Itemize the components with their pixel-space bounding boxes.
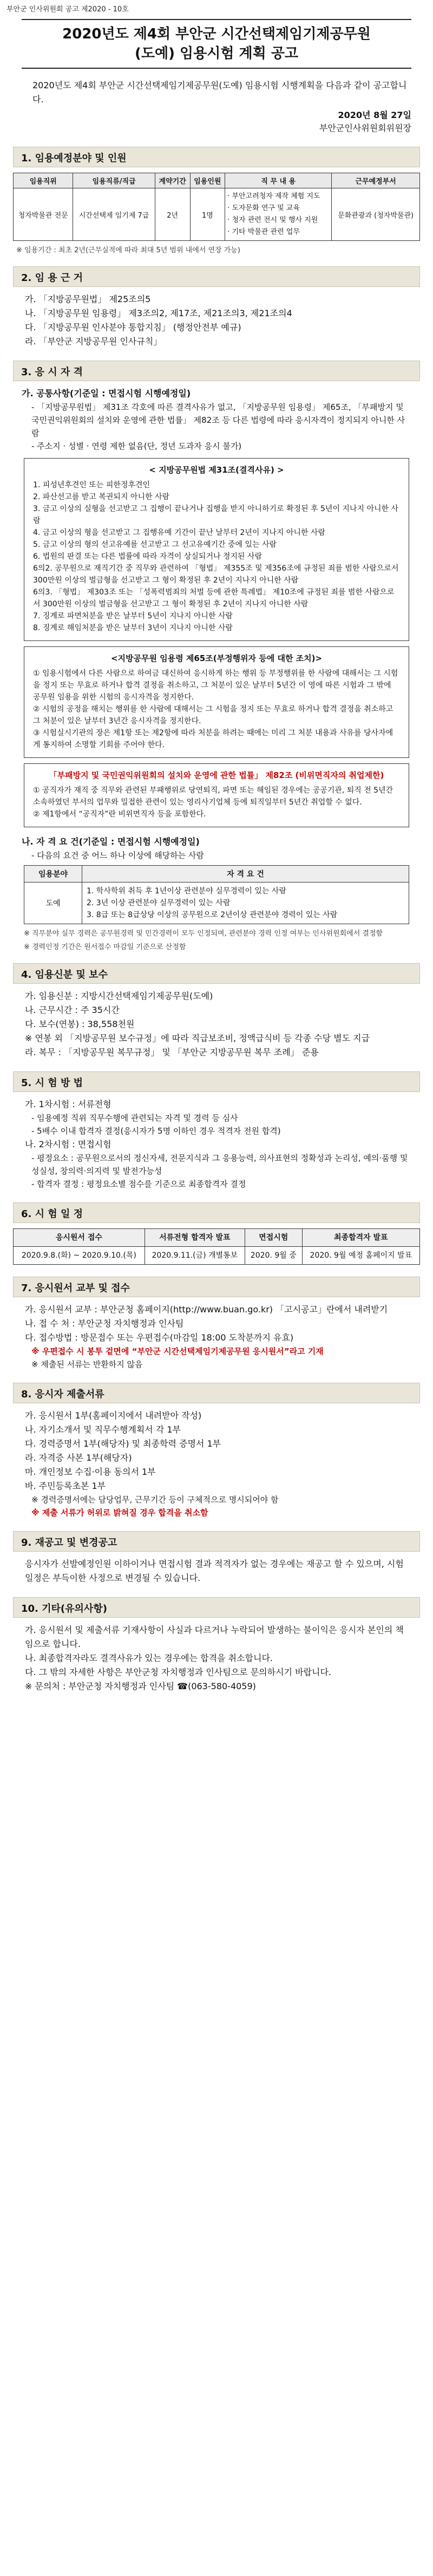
schedule-table bbox=[13, 1228, 420, 1265]
box-title: <지방공무원 임용령 제65조(부정행위자 등에 대한 조치)> bbox=[110, 653, 323, 663]
status-item: 라. 복무 : 「지방공무원 복무규정」 및 「부안군 지방공무원 복무 조례」 준용 bbox=[25, 1047, 319, 1057]
box-line: 3. 금고 이상의 실형을 선고받고 그 집행이 끝나거나 집행을 받지 아니하기로 확정된 후 5년이 지나지 아니한 사람 bbox=[33, 505, 398, 525]
col-header: 계약기간 bbox=[155, 173, 190, 188]
qualification-header bbox=[24, 866, 409, 882]
col-header: 임용직류/직급 bbox=[73, 173, 155, 188]
application-item: 가. 응시원서 교부 : 부안군청 홈페이지(http://www.buan.go.kr) 「고시공고」란에서 내려받기 bbox=[25, 1304, 388, 1315]
qualification-heading: 나. 자 격 요 건(기준일 : 면접시험 시행예정일) bbox=[22, 836, 200, 847]
legal-basis-item: 라. 「부안군 지방공무원 인사규칙」 bbox=[25, 336, 162, 346]
requirement-line: 1. 학사학위 취득 후 1년이상 관련분야 실무경력이 있는 사람 bbox=[87, 887, 286, 895]
reannouncement-text: 응시자가 선발예정인원 이하이거나 면접시험 결과 적격자가 없는 경우에는 재공고 할 수 있으며, 시험일정은 부득이한 사정으로 변경될 수 있습니다. bbox=[25, 1559, 404, 1583]
application-note: ※ 제출된 서류는 반환하지 않음 bbox=[31, 1359, 143, 1369]
cell-class: 시간선택제 임기제 7급 bbox=[73, 188, 155, 241]
box-line: ② 제1항에서 “공직자”란 비위면직자 등을 포함한다. bbox=[33, 810, 206, 819]
qualification-sub: - 다음의 요건 중 어느 하나 이상에 해당하는 사람 bbox=[31, 851, 204, 860]
box-line: 6의3. 「형법」 제303조 또는 「성폭력범죄의 처벌 등에 관한 특례법」 제10조에 규정된 죄를 범한 사람으로서 300만원 이상의 벌금형을 선고받고 그 형이 확정된 후 2년이 지나지 아니한 사람 bbox=[33, 588, 395, 609]
notice-item: 다. 그 밖의 자세한 사항은 부안군청 자치행정과 인사팀으로 문의하시기 바랍니다. bbox=[25, 1667, 331, 1677]
document-item: 라. 자격증 사본 1부(해당자) bbox=[25, 1453, 132, 1463]
common-req-heading: 가. 공통사항(기준일 : 면접시험 시행예정일) bbox=[22, 388, 191, 398]
section-10-heading: 10. 기타(유의사항) bbox=[13, 1597, 420, 1618]
status-item: 다. 보수(연봉) : 38,558천원 bbox=[25, 1019, 135, 1029]
misconduct-box bbox=[24, 646, 409, 758]
box-line: 8. 징계로 해임처분을 받은 날부터 3년이 지나지 아니한 사람 bbox=[33, 624, 233, 632]
col-header: 응시원서 접수 bbox=[14, 1229, 145, 1247]
status-item: ※ 연봉 외 「지방공무원 보수규정」에 따라 직급보조비, 정액급식비 등 각종 수당 별도 지급 bbox=[25, 1033, 370, 1043]
box-line: 4. 금고 이상의 형을 선고받고 그 집행유예 기간이 끝난 날부터 2년이 지나지 아니한 사람 bbox=[33, 528, 325, 537]
common-req-item: - 주소지 · 성별 · 연령 제한 없음(단, 정년 도과자 응시 불가) bbox=[31, 441, 242, 451]
table-row bbox=[14, 188, 420, 241]
exam-method-item: - 5배수 이내 합격자 결정(응시자가 5명 이하인 경우 적격자 전원 합격) bbox=[31, 1126, 281, 1136]
section-1-heading: 1. 임용예정분야 및 인원 bbox=[13, 147, 420, 167]
requirement-line: 2. 3년 이상 관련분야 실무경력이 있는 사람 bbox=[87, 899, 231, 907]
cell-field: 도예 bbox=[24, 882, 82, 924]
section-3-heading: 3. 응 시 자 격 bbox=[13, 361, 420, 381]
application-item: 나. 접 수 처 : 부안군청 자치행정과 인사팀 bbox=[25, 1318, 184, 1329]
qualification-table bbox=[24, 865, 409, 924]
title-line-2: (도예) 임용시험 계획 공고 bbox=[134, 45, 299, 62]
legal-basis-item: 다. 「지방공무원 인사분야 통합지침」 (행정안전부 예규) bbox=[25, 322, 241, 332]
common-req-item: - 「지방공무원법」 제31조 각호에 따른 결격사유가 없고, 「지방공무원 임용령」 제65조, 「부패방지 및 국민권익위원회의 설치와 운영에 관한 법률」 제82조 등 다른 법령에 따라 응시자격이 정지되지 아니한 사람 bbox=[31, 402, 405, 438]
cell-application-period: 2020.9.8.(화) ~ 2020.9.10.(목) bbox=[14, 1247, 145, 1265]
document-note: ※ 경력증명서에는 담당업무, 근무기간 등이 구체적으로 명시되어야 함 bbox=[31, 1495, 279, 1505]
announcement-number: 부안군 인사위원회 공고 제2020 - 10호 bbox=[6, 5, 129, 14]
exam-method-item: - 임용예정 직위 직무수행에 관련되는 자격 및 경력 등 심사 bbox=[31, 1113, 238, 1123]
box-line: 1. 피성년후견인 또는 피한정후견인 bbox=[33, 481, 150, 489]
box-line: 2. 파산선고를 받고 복권되지 아니한 사람 bbox=[33, 493, 169, 501]
exam-method-item: 나. 2차시험 : 면접시험 bbox=[25, 1139, 111, 1149]
document-note: ※ 제출 서류가 허위로 밝혀질 경우 합격을 취소함 bbox=[31, 1508, 208, 1518]
section-4-heading: 4. 임용신분 및 보수 bbox=[13, 963, 420, 984]
table-row bbox=[14, 1247, 420, 1265]
position-table-header bbox=[14, 173, 420, 188]
box-title: < 지방공무원법 제31조(결격사유) > bbox=[149, 465, 284, 475]
section-6-heading: 6. 시 험 일 정 bbox=[13, 1202, 420, 1223]
col-header: 자 격 요 건 bbox=[82, 866, 409, 882]
document-item: 마. 개인정보 수집·이용 동의서 1부 bbox=[25, 1467, 156, 1477]
title-line-1: 2020년도 제4회 부안군 시간선택제임기제공무원 bbox=[62, 26, 371, 42]
cell-interview: 2020. 9월 중 bbox=[245, 1247, 302, 1265]
section-7-heading: 7. 응시원서 교부 및 접수 bbox=[13, 1277, 420, 1297]
document-item: 바. 주민등록초본 1부 bbox=[25, 1481, 106, 1491]
legal-basis-item: 가. 「지방공무원법」 제25조의5 bbox=[25, 294, 151, 304]
exam-method-item: - 합격자 결정 : 평정요소별 점수를 기준으로 최종합격자 결정 bbox=[31, 1179, 246, 1189]
qualification-note: ※ 경력인정 기간은 원서접수 마감일 기준으로 산정함 bbox=[24, 943, 186, 951]
cell-count: 1명 bbox=[190, 188, 225, 241]
section-2-heading: 2. 임 용 근 거 bbox=[13, 266, 420, 287]
document-item: 가. 응시원서 1부(홈페이지에서 내려받아 작성) bbox=[25, 1410, 202, 1421]
section-8-heading: 8. 응시자 제출서류 bbox=[13, 1383, 420, 1403]
box-line: 6. 법원의 판결 또는 다른 법률에 따라 자격이 상실되거나 정지된 사람 bbox=[33, 552, 263, 561]
status-item: 가. 임용신분 : 지방시간선택제임기제공무원(도예) bbox=[25, 991, 213, 1001]
box-line: ③ 시험실시기관의 장은 제1항 또는 제2항에 따라 처분을 하려는 때에는 미리 그 처분 내용과 사유를 당사자에게 통지하여 소명할 기회를 주어야 한다. bbox=[33, 729, 393, 749]
box-line: ① 임용시험에서 다른 사람으로 하여금 대신하여 응시하게 하는 행위 등 부정행위를 한 사람에 대해서는 그 시험을 정지 또는 무효로 하거나 합격 결정을 취소하고, 그 처분이 있은 날부터 5년간 이 영에 따른 시험과 그 밖에 공무원 임용을 위한 시험의 응시자격을 정지한다. bbox=[33, 669, 398, 702]
cell-requirements bbox=[82, 882, 409, 924]
box-line: ① 공직자가 재직 중 직무와 관련된 부패행위로 당연퇴직, 파면 또는 해임된 경우에는 공공기관, 퇴직 전 5년간 소속하였던 부서의 업무와 밀접한 관련이 있는 영리사기업체 등에 퇴직일부터 5년간 취업할 수 없다. bbox=[33, 786, 393, 807]
notice-item: 가. 응시원서 및 제출서류 기재사항이 사실과 다르거나 누락되어 발생하는 불이익은 응시자 본인의 책임으로 합니다. bbox=[25, 1625, 404, 1649]
col-header: 임용인원 bbox=[190, 173, 225, 188]
contact-info: ※ 문의처 : 부안군청 자치행정과 인사팀 ☎(063-580-4059) bbox=[25, 1681, 256, 1691]
col-header: 직 무 내 용 bbox=[225, 173, 332, 188]
col-header: 근무예정부서 bbox=[332, 173, 420, 188]
duty-item: · 도자문화 연구 및 교육 bbox=[227, 204, 300, 212]
box-line: 5. 금고 이상의 형의 선고유예를 선고받고 그 선고유예기간 중에 있는 사람 bbox=[33, 540, 277, 549]
status-item: 나. 근무시간 : 주 35시간 bbox=[25, 1005, 120, 1015]
col-header: 최종합격자 발표 bbox=[302, 1229, 419, 1247]
duty-item: · 기타 박물관 관련 업무 bbox=[227, 228, 300, 236]
cell-position: 청자박물관 전문 bbox=[14, 188, 73, 241]
section-9-heading: 9. 재공고 및 변경공고 bbox=[13, 1531, 420, 1552]
duty-item: · 청자 관련 전시 및 행사 지원 bbox=[227, 216, 318, 224]
col-header: 임용직위 bbox=[14, 173, 73, 188]
box-line: 7. 징계로 파면처분을 받은 날부터 5년이 지나지 아니한 사람 bbox=[33, 612, 233, 620]
position-table bbox=[13, 173, 420, 241]
col-header: 면접시험 bbox=[245, 1229, 302, 1247]
application-item: 다. 접수방법 : 방문접수 또는 우편접수(마감일 18:00 도착분까지 유효) bbox=[25, 1332, 294, 1343]
col-header: 임용분야 bbox=[24, 866, 82, 882]
qualification-note: ※ 직무분야 실무 경력은 공무원경력 및 민간경력이 모두 인정되며, 관련분야 경력 인정 여부는 인사위원회에서 결정함 bbox=[24, 930, 383, 938]
issuing-org: 부안군인사위원회위원장 bbox=[319, 123, 411, 133]
schedule-header bbox=[14, 1229, 420, 1247]
cell-document-result: 2020.9.11.(금) 개별통보 bbox=[145, 1247, 245, 1265]
legal-basis-item: 나. 「지방공무원 임용령」 제3조의2, 제17조, 제21조의3, 제21조의4 bbox=[25, 308, 292, 318]
disqualification-box bbox=[24, 458, 409, 641]
table-row bbox=[24, 882, 409, 924]
box-line: 6의2. 공무원으로 재직기간 중 직무와 관련하여 「형법」 제355조 및 제356조에 규정된 죄를 범한 사람으로서 300만원 이상의 벌금형을 선고받고 그 형이 확정된 후 2년이 지나지 아니한 사람 bbox=[33, 564, 399, 585]
col-header: 서류전형 합격자 발표 bbox=[145, 1229, 245, 1247]
cell-dept: 문화관광과 (청자박물관) bbox=[332, 188, 420, 241]
intro-text: 2020년도 제4회 부안군 시간선택제임기제공무원(도예) 임용시험 시행계획을 다음과 같이 공고합니다. bbox=[32, 80, 407, 104]
document-item: 다. 경력증명서 1부(해당자) 및 최종학력 증명서 1부 bbox=[25, 1439, 221, 1449]
document-item: 나. 자기소개서 및 직무수행계획서 각 1부 bbox=[25, 1424, 181, 1435]
box-title: 「부패방지 및 국민권익위원회의 설치와 운영에 관한 법률」 제82조 (비위면직자의 취업제한) bbox=[49, 770, 384, 780]
duty-item: · 부안고려청자 제작 체험 지도 bbox=[227, 192, 320, 200]
section-5-heading: 5. 시 험 방 법 bbox=[13, 1071, 420, 1092]
exam-method-item: - 평정요소 : 공무원으로서의 정신자세, 전문지식과 그 응용능력, 의사표현의 정확성과 논리성, 예의·품행 및 성실성, 창의력·의지력 및 발전가능성 bbox=[31, 1153, 408, 1176]
page-title bbox=[22, 19, 411, 69]
box-line: ② 시험의 공정을 해치는 행위를 한 사람에 대해서는 그 시험을 정지 또는 무효로 하거나 합격 결정을 취소하고 그 처분이 있은 날부터 3년간 응시자격을 정지한다. bbox=[33, 705, 393, 725]
cell-duties bbox=[225, 188, 332, 241]
cell-final-result: 2020. 9월 예정 홈페이지 발표 bbox=[302, 1247, 419, 1265]
exam-method-item: 가. 1차시험 : 서류전형 bbox=[25, 1099, 111, 1109]
term-note: ※ 임용기간 : 최초 2년(근무실적에 따라 최대 5년 범위 내에서 연장 가능) bbox=[16, 246, 240, 254]
notice-item: 나. 최종합격자라도 결격사유가 있는 경우에는 합격을 취소합니다. bbox=[25, 1653, 273, 1663]
requirement-line: 3. 8급 또는 8급상당 이상의 공무원으로 2년이상 관련분야 경력이 있는 사람 bbox=[87, 911, 338, 919]
cell-period: 2년 bbox=[155, 188, 190, 241]
announcement-date: 2020년 8월 27일 bbox=[338, 110, 411, 120]
application-note: ※ 우편접수 시 봉투 겉면에 “부안군 시간선택제임기제공무원 응시원서”라고 기재 bbox=[31, 1346, 324, 1356]
employment-restriction-box bbox=[24, 763, 409, 827]
